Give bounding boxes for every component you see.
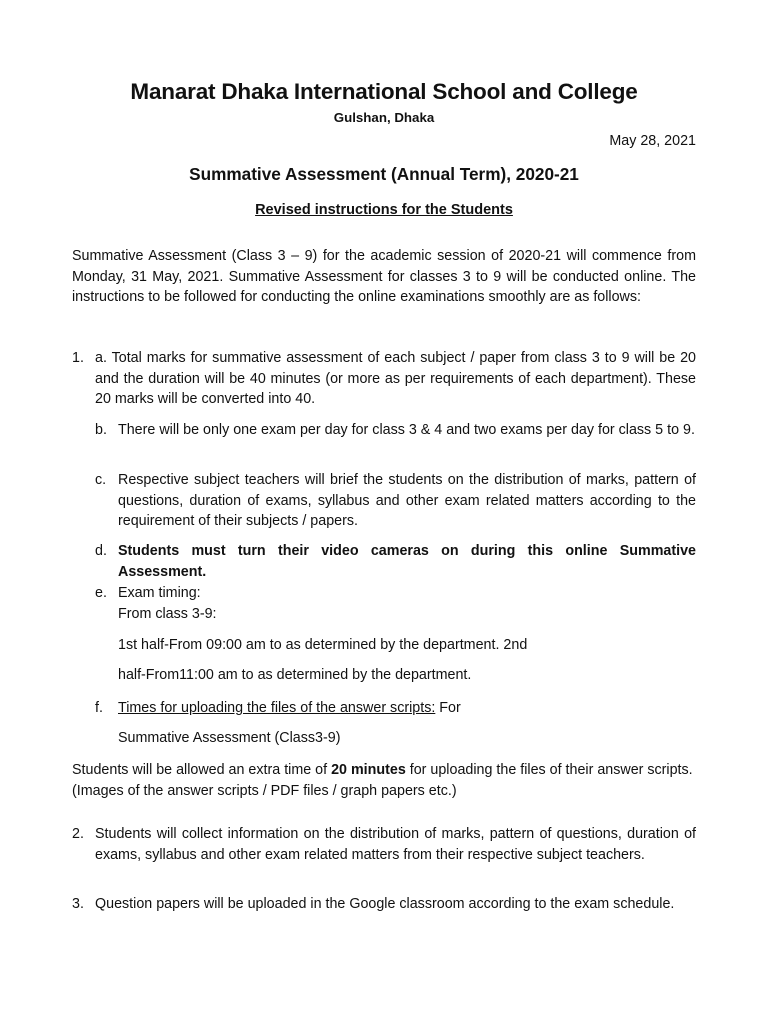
sub-letter: f. [95, 700, 103, 716]
sub-item-c-text: Respective subject teachers will brief the students on the distribution of marks, pattern of questions, duration of exams, syllabus and other exam related matters according to the requirement of their subjects / papers. [118, 472, 696, 529]
instructions-title: Revised instructions for the Students [255, 202, 513, 218]
list-number: 1. [72, 350, 84, 366]
upload-times-scope: Summative Assessment (Class3-9) [118, 730, 341, 746]
assessment-title: Summative Assessment (Annual Term), 2020-21 [189, 164, 579, 184]
exam-timing-label: Exam timing: [118, 585, 201, 601]
sub-letter: d. [95, 543, 107, 559]
sub-letter: c. [95, 472, 107, 488]
extra-time-text: Students will be allowed an extra time of [72, 762, 332, 778]
upload-times-rest: For [435, 700, 461, 716]
sub-item-f [95, 698, 696, 719]
sub-item-b [95, 420, 696, 441]
first-half-timing: 1st half-From 09:00 am to as determined by the department. 2nd [118, 637, 528, 653]
item-1a-text: a. Total marks for summative assessment of each subject / paper from class 3 to 9 will be 20 and the duration will be 40 minutes (or more as per requirements of each department). These 20 marks will be converted into 40. [95, 350, 696, 407]
sub-letter: b. [95, 422, 107, 438]
list-item-2 [72, 824, 696, 865]
sub-item-d-text: Students must turn their video cameras on during this online Summative Assessment. [118, 543, 696, 580]
exam-timing-classes: From class 3-9: [118, 605, 217, 622]
upload-times-heading: Times for uploading the files of the answer scripts: [118, 700, 436, 716]
sub-item-b-text: There will be only one exam per day for class 3 & 4 and two exams per day for class 5 to 9. [118, 422, 695, 438]
list-item-3 [72, 894, 696, 915]
sub-item-d [95, 541, 696, 582]
extra-time-note [72, 760, 696, 801]
sub-item-c [95, 470, 696, 532]
list-number: 2. [72, 826, 84, 842]
extra-time-text-end: for uploading the files of their answer scripts. (Images of the answer scripts / PDF files / graph papers etc.) [72, 762, 693, 799]
extra-time-minutes: 20 minutes [331, 762, 406, 778]
list-number: 3. [72, 896, 84, 912]
intro-paragraph: Summative Assessment (Class 3 – 9) for the academic session of 2020-21 will commence from Monday, 31 May, 2021. Summative Assessment for classes 3 to 9 will be conducted online. The instructions to be followed for conducting the online examinations smoothly are as follows: [72, 248, 696, 305]
school-location: Gulshan, Dhaka [333, 110, 435, 125]
item-3-text: Question papers will be uploaded in the Google classroom according to the exam schedule. [95, 896, 675, 912]
second-half-timing: half-From11:00 am to as determined by the department. [118, 667, 472, 683]
document-date: May 28, 2021 [609, 133, 696, 149]
list-item-1 [72, 348, 696, 410]
item-2-text: Students will collect information on the distribution of marks, pattern of questions, duration of exams, syllabus and other exam related matters from their respective subject teachers. [95, 826, 696, 863]
school-name: Manarat Dhaka International School and College [130, 79, 638, 104]
sub-item-e [95, 583, 696, 624]
sub-letter: e. [95, 585, 107, 601]
